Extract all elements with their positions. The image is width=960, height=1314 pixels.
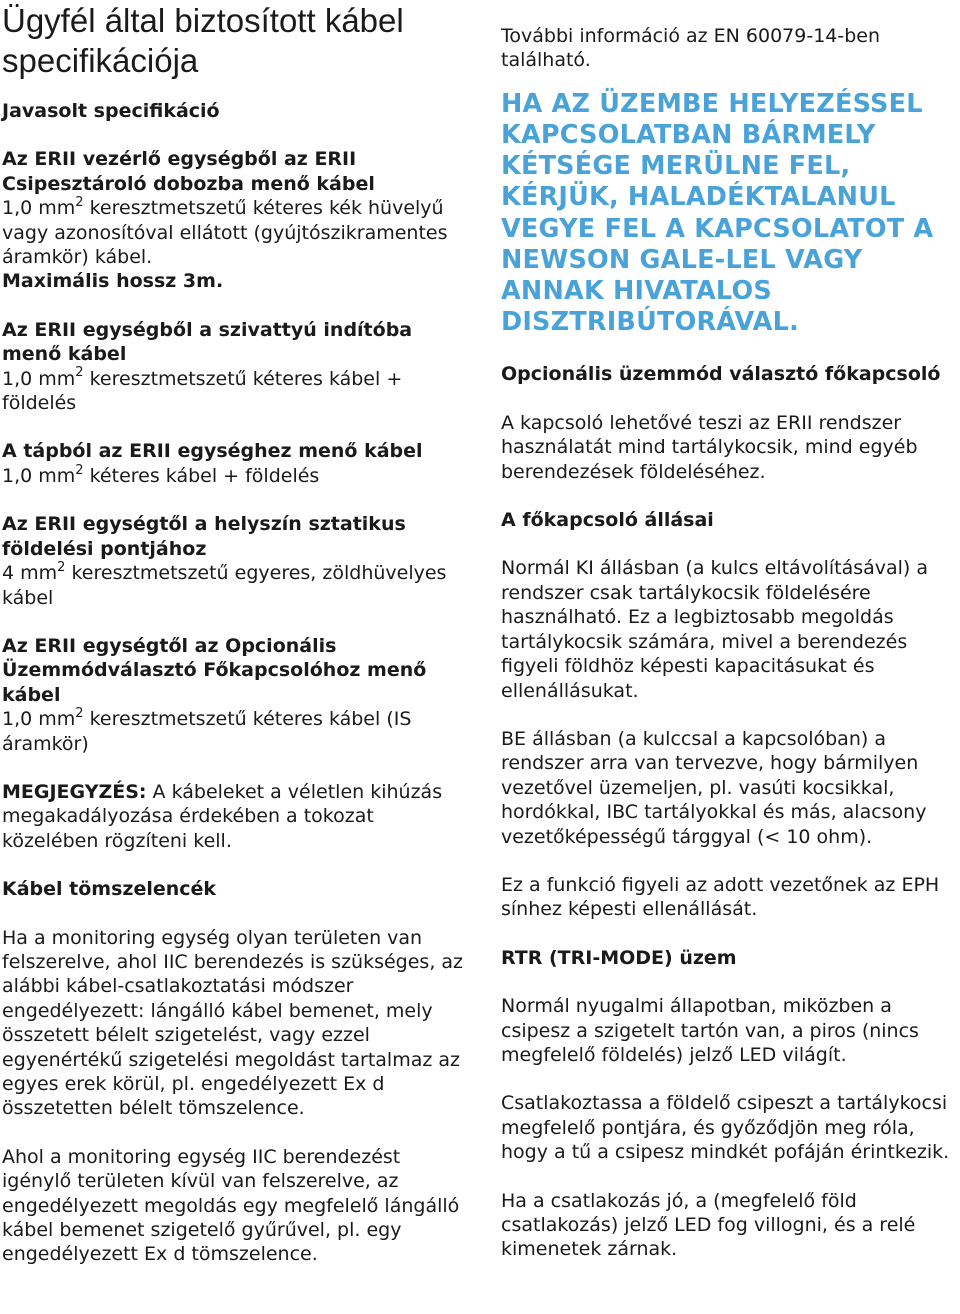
left-column xyxy=(2,0,464,1267)
off-position-paragraph: Normál KI állásban (a kulcs eltávolításával) a rendszer csak tartálykocsik földelésére használható. Ez a legbiztosabb megoldás tartálykocsik számára, mivel a berendezés figyeli földhöz képesti kapacitásukat és ellenállásukat. xyxy=(501,557,929,702)
glands-paragraph-1: Ha a monitoring egység olyan területen van felszerelve, ahol IIC berendezés is szükséges, az alábbi kábel-csatlakoztatási módszer engedélyezett: lángálló kábel bemenet, mely összetett bélelt szigetelést, vagy ezzel egyenértékű szigetelési megoldást tartalmaz az egyes erek körül, pl. engedélyezett Ex d összetetten bélelt tömszelence. xyxy=(2,926,464,1120)
cable-note: MEGJEGYZÉS: A kábeleket a véletlen kihúzás megakadályozása érdekében a tokozat közelében rögzíteni kell. xyxy=(2,780,443,852)
recommended-heading: Javasolt specifikáció xyxy=(2,100,220,122)
cable3-spec: 1,0 $mm^2$ kéteres kábel + földelés xyxy=(2,462,320,487)
right-column xyxy=(501,0,959,1262)
glands-paragraph-2: Ahol a monitoring egység IIC berendezést igénylő területen kívül van felszerelve, az engedélyezett megoldás egy megfelelő lángálló kábel bemenet szigetelő gyűrűvel, pl. egy engedélyezett Ex d tömszelence. xyxy=(2,1145,460,1266)
cable1-max-length: Maximális hossz 3m. xyxy=(2,270,224,293)
switch-heading: Opcionális üzemmód választó főkapcsoló xyxy=(501,363,941,386)
good-connection-paragraph: Ha a csatlakozás jó, a (megfelelő föld csatlakozás) jelző LED fog villogni, és a relé kimenetek zárnak. xyxy=(501,1189,916,1261)
on-position-paragraph: BE állásban (a kulccsal a kapcsolóban) a rendszer arra van tervezve, hogy bármilyen vezetővel üzemeljen, pl. vasúti kocsikkal, hordókkal, IBC tartályokkal és más, alacsony vezetőképességű tárggyal (< 10 ohm). xyxy=(501,727,927,848)
cable4-heading: Az ERII egységtől a helyszín sztatikus földelési pontjához xyxy=(2,513,406,560)
switch-paragraph: A kapcsoló lehetővé teszi az ERII rendszer használatát mind tartálykocsik, mind egyéb berendezések földeléséhez. xyxy=(501,411,918,483)
cable2-heading: Az ERII egységből a szivattyú indítóba menő kábel xyxy=(2,318,413,366)
page-title: Ügyfél által biztosított kábel specifikációja xyxy=(2,2,404,79)
positions-heading: A főkapcsoló állásai xyxy=(501,509,714,532)
cable1-spec: 1,0 $mm^2$ keresztmetszetű kéteres kék hüvelyű vagy azonosítóval ellátott (gyújtószikramentes áramkör) kábel. xyxy=(2,194,448,269)
cable3-heading: A tápból az ERII egységhez menő kábel xyxy=(2,440,423,463)
cable2-spec: 1,0 $mm^2$ keresztmetszetű kéteres kábel + földelés xyxy=(2,365,403,415)
warning-text: HA AZ ÜZEMBE HELYEZÉSSEL KAPCSOLATBAN BÁRMELY KÉTSÉGE MERÜLNE FEL, KÉRJÜK, HALADÉKTALANUL VEGYE FEL A KAPCSOLATOT A NEWSON GALE-LEL VAGY ANNAK HIVATALOS DISZTRIBÚTORÁVAL. xyxy=(501,88,934,338)
eph-paragraph: Ez a funkció figyeli az adott vezetőnek az EPH sínhez képesti ellenállását. xyxy=(501,873,940,921)
info-paragraph: További információ az EN 60079-14-ben található. xyxy=(501,25,881,72)
cable1-heading: Az ERII vezérlő egységből az ERII Csipesztároló dobozba menő kábel xyxy=(2,148,375,195)
rtr-paragraph: Normál nyugalmi állapotban, miközben a csipesz a szigetelt tartón van, a piros (nincs megfelelő földelés) jelző LED világít. xyxy=(501,995,919,1066)
cable5-spec: 1,0 $mm^2$ keresztmetszetű kéteres kábel (IS áramkör) xyxy=(2,705,412,755)
connect-paragraph: Csatlakoztassa a földelő csipeszt a tartálykocsi megfelelő pontjára, és győződjön meg róla, hogy a tű a csipesz mindkét pofáján érintkezik. xyxy=(501,1092,950,1164)
rtr-heading: RTR (TRI-MODE) üzem xyxy=(501,946,737,969)
cable4-spec: 4 $mm^2$ keresztmetszetű egyeres, zöldhüvelyes kábel xyxy=(2,559,447,609)
glands-heading: Kábel tömszelencék xyxy=(2,878,217,901)
cable5-heading: Az ERII egységtől az Opcionális Üzemmódválasztó Főkapcsolóhoz menő kábel xyxy=(2,634,427,706)
